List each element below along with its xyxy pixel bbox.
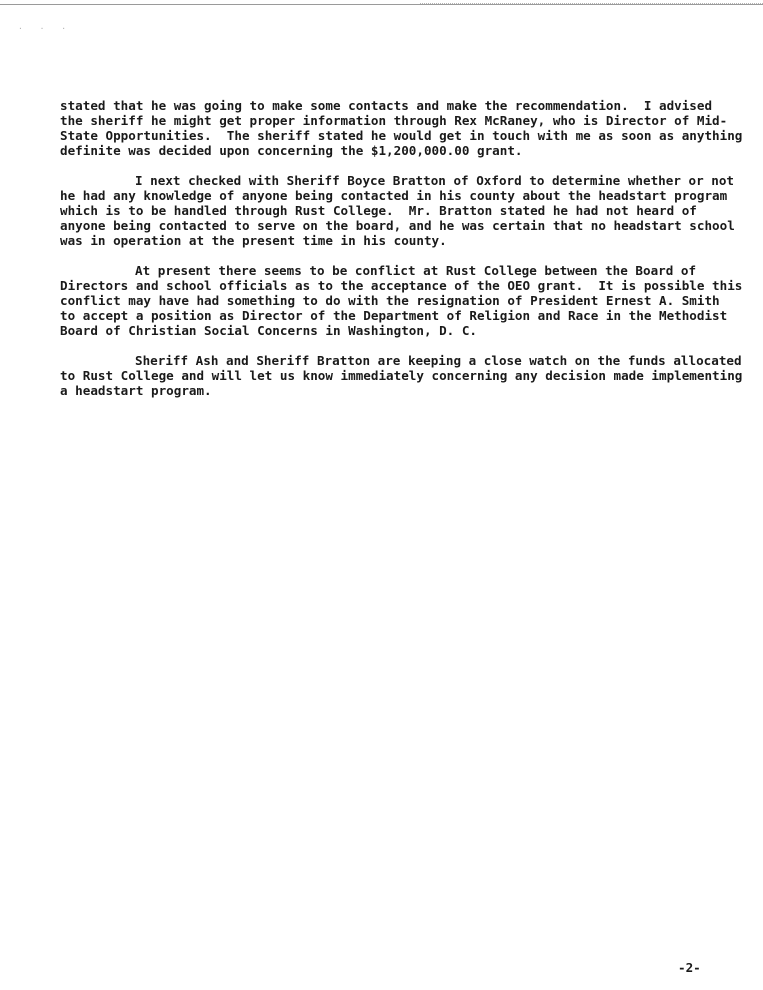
text-line: Sheriff Ash and Sheriff Bratton are keeping a close watch on the funds allocated [135, 353, 742, 368]
paragraph-1 [60, 98, 750, 158]
text-line: State Opportunities. The sheriff stated he would get in touch with me as soon as anything [60, 128, 743, 143]
paragraph-2 [60, 173, 750, 248]
top-dotted-rule [420, 0, 763, 4]
text-line: which is to be handled through Rust College. Mr. Bratton stated he had not heard of [60, 203, 697, 218]
text-line: the sheriff he might get proper information through Rex McRaney, who is Director of Mid- [60, 113, 728, 128]
text-line: definite was decided upon concerning the $1,200,000.00 grant. [60, 143, 523, 158]
paragraph-4 [60, 353, 750, 398]
text-line: Directors and school officials as to the acceptance of the OEO grant. It is possible this [60, 278, 743, 293]
text-line: Board of Christian Social Concerns in Washington, D. C. [60, 323, 478, 338]
text-line: conflict may have had something to do with the resignation of President Ernest A. Smith [60, 293, 720, 308]
text-line: I next checked with Sheriff Boyce Bratton of Oxford to determine whether or not [135, 173, 734, 188]
text-line: stated that he was going to make some contacts and make the recommendation. I advised [60, 98, 713, 113]
scan-specks: · · · [18, 24, 73, 33]
page-number: -2- [678, 960, 701, 975]
text-line: At present there seems to be conflict at Rust College between the Board of [135, 263, 697, 278]
text-line: a headstart program. [60, 383, 212, 398]
text-line: to Rust College and will let us know immediately concerning any decision made implementing [60, 368, 743, 383]
text-line: he had any knowledge of anyone being contacted in his county about the headstart program [60, 188, 728, 203]
top-rule [0, 4, 763, 5]
text-line: was in operation at the present time in his county. [60, 233, 447, 248]
text-line: to accept a position as Director of the Department of Religion and Race in the Methodist [60, 308, 728, 323]
paragraph-3 [60, 263, 750, 338]
document-body [60, 98, 750, 413]
text-line: anyone being contacted to serve on the board, and he was certain that no headstart school [60, 218, 735, 233]
